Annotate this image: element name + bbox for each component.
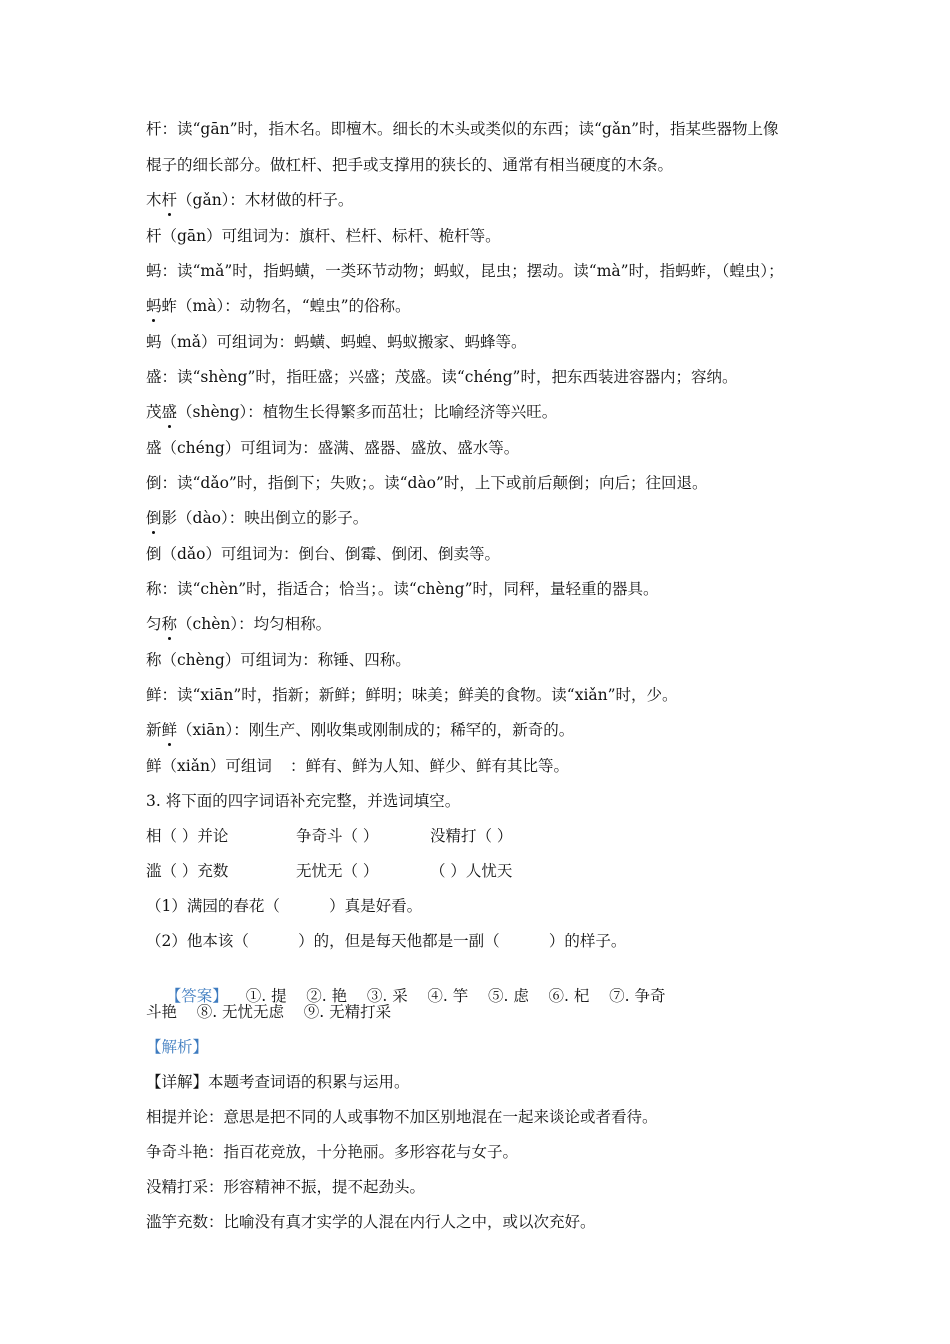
explanation-line: 争奇斗艳：指百花竞放，十分艳丽。多形容花与女子。 <box>146 1143 519 1161</box>
text-line: 鲜：读“xiān”时，指新；新鲜；鲜明；味美；鲜美的食物。读“xiǎn”时，少。 <box>146 686 678 704</box>
emphasis-dot-char: 盛 <box>161 403 178 421</box>
emphasis-dot-char: 蚂 <box>146 297 162 315</box>
text-line: 蚂（mǎ）可组词为：蚂蟥、蚂蝗、蚂蚁搬家、蚂蜂等。 <box>146 333 527 351</box>
word-char: 木 <box>146 191 162 209</box>
text-line: 倒：读“dǎo”时，指倒下；失败；。读“dào”时，上下或前后颠倒；向后；往回退。 <box>146 474 708 492</box>
word-row <box>146 861 826 881</box>
question-title: 3. 将下面的四字词语补充完整，并选词填空。 <box>146 792 461 810</box>
emphasis-dot-char: 称 <box>161 615 178 633</box>
text-line <box>146 296 826 316</box>
word-blank: 相（ ）并论 <box>146 827 229 845</box>
text-segment: 影（dào）：映出倒立的影子。 <box>161 509 369 527</box>
word-char: 新 <box>146 721 162 739</box>
fill-sentence: （1）满园的春花（ ）真是好看。 <box>146 897 423 915</box>
text-line: 盛（chéng）可组词为：盛满、盛器、盛放、盛水等。 <box>146 439 520 457</box>
answer-list: ①. 提 ②. 艳 ③. 采 ④. 竽 ⑤. 虑 ⑥. 杞 ⑦. 争奇 <box>245 987 666 1005</box>
explanation-line: 没精打采：形容精神不振，提不起劲头。 <box>146 1178 426 1196</box>
fill-sentence: （2）他本该（ ）的，但是每天他都是一副（ ）的样子。 <box>146 932 627 950</box>
emphasis-dot-char: 鲜 <box>161 721 178 739</box>
text-segment: （chèn）：均匀相称。 <box>177 615 332 633</box>
text-line: 杆（gān）可组词为：旗杆、栏杆、标杆、桅杆等。 <box>146 227 501 245</box>
text-line <box>146 614 826 634</box>
text-line: 称（chèng）可组词为：称锤、四称。 <box>146 651 411 669</box>
emphasis-dot-char: 倒 <box>146 509 162 527</box>
text-line: 杆：读“gān”时，指木名。即檀木。细长的木头或类似的东西；读“gǎn”时，指某些器物上像 <box>146 120 779 138</box>
text-line <box>146 402 826 422</box>
word-blank: 无忧无（ ） <box>296 862 379 880</box>
text-line <box>146 720 826 740</box>
detail-line: 【详解】本题考查词语的积累与运用。 <box>146 1073 410 1091</box>
text-segment: 蚱（mà）：动物名，“蝗虫”的俗称。 <box>161 297 411 315</box>
analysis-label: 【解析】 <box>146 1038 209 1056</box>
text-line: 称：读“chèn”时，指适合；恰当；。读“chèng”时，同秤，量轻重的器具。 <box>146 580 659 598</box>
word-blank: 争奇斗（ ） <box>296 827 379 845</box>
word-blank: （ ）人忧天 <box>430 862 513 880</box>
text-line: 棍子的细长部分。做杠杆、把手或支撑用的狭长的、通常有相当硬度的木条。 <box>146 156 674 174</box>
text-line <box>146 508 826 528</box>
word-char: 匀 <box>146 615 162 633</box>
word-row <box>146 826 826 846</box>
text-segment: （xiān）：刚生产、刚收集或刚制成的；稀罕的，新奇的。 <box>177 721 575 739</box>
word-blank: 滥（ ）充数 <box>146 862 229 880</box>
explanation-line: 滥竽充数：比喻没有真才实学的人混在内行人之中，或以次充好。 <box>146 1213 596 1231</box>
answer-label: 【答案】 <box>165 987 228 1005</box>
word-blank: 没精打（ ） <box>430 827 513 845</box>
answer-line: 斗艳 ⑧. 无忧无虑 ⑨. 无精打采 <box>146 1003 392 1021</box>
text-segment: （shèng）：植物生长得繁多而茁壮；比喻经济等兴旺。 <box>177 403 558 421</box>
text-segment: ：鲜有、鲜为人知、鲜少、鲜有其比等。 <box>289 757 569 775</box>
text-line: 蚂：读“mǎ”时，指蚂蟥，一类环节动物；蚂蚁，昆虫；摆动。读“mà”时，指蚂蚱，（蝗虫）； <box>146 262 784 280</box>
explanation-line: 相提并论：意思是把不同的人或事物不加区别地混在一起来谈论或者看待。 <box>146 1108 658 1126</box>
text-line: 倒（dǎo）可组词为：倒台、倒霉、倒闭、倒卖等。 <box>146 545 500 563</box>
text-line <box>146 190 826 210</box>
text-line <box>146 756 826 776</box>
text-segment: （gǎn）：木材做的杆子。 <box>177 191 354 209</box>
text-segment: 鲜（xiǎn）可组词 <box>146 757 272 775</box>
text-line: 盛：读“shèng”时，指旺盛；兴盛；茂盛。读“chéng”时，把东西装进容器内；容纳。 <box>146 368 738 386</box>
word-char: 茂 <box>146 403 162 421</box>
emphasis-dot-char: 杆 <box>161 191 178 209</box>
